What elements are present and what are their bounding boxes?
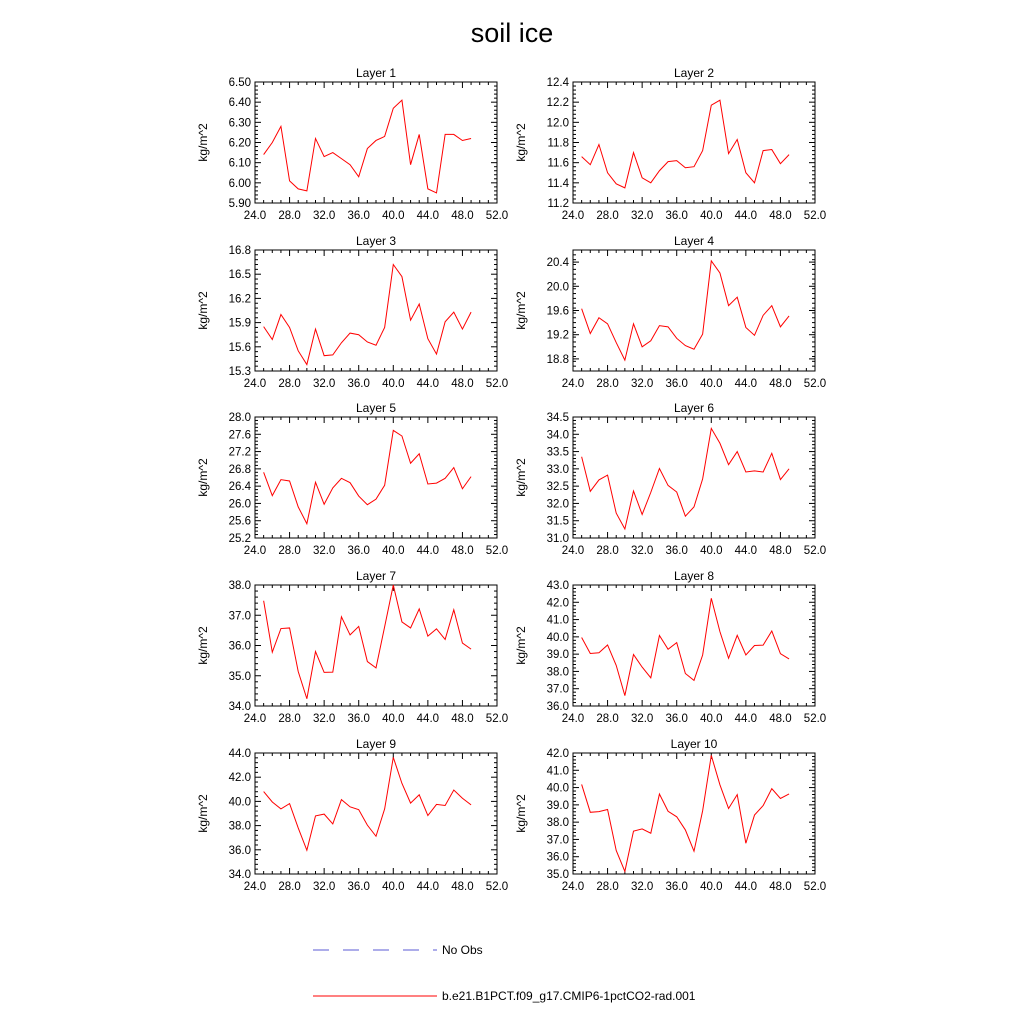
- y-tick-label: 36.0: [228, 844, 251, 857]
- x-tick-label: 44.0: [416, 210, 440, 222]
- y-tick-label: 40.0: [546, 631, 569, 644]
- x-tick-label: 52.0: [803, 713, 827, 725]
- panel-title: Layer 4: [673, 234, 715, 248]
- y-tick-label: 6.30: [228, 117, 251, 130]
- x-tick-label: 32.0: [630, 545, 654, 557]
- x-tick-label: 24.0: [243, 545, 267, 557]
- x-tick-label: 24.0: [561, 545, 585, 557]
- y-tick-label: 40.0: [546, 782, 569, 795]
- x-tick-label: 44.0: [416, 545, 440, 557]
- panel-title: Layer 5: [355, 401, 397, 415]
- x-tick-label: 40.0: [382, 210, 405, 222]
- x-tick-label: 52.0: [803, 545, 827, 557]
- y-tick-label: 42.0: [228, 772, 251, 785]
- legend-series-label: b.e21.B1PCT.f09_g17.CMIP6-1pctCO2-rad.001: [442, 989, 696, 1003]
- x-tick-label: 52.0: [485, 545, 509, 557]
- x-tick-label: 36.0: [347, 881, 370, 893]
- x-tick-label: 28.0: [278, 881, 301, 893]
- x-tick-label: 44.0: [734, 713, 758, 725]
- x-tick-label: 36.0: [347, 545, 370, 557]
- x-tick-label: 28.0: [278, 713, 301, 725]
- x-tick-label: 28.0: [596, 545, 619, 557]
- x-tick-label: 48.0: [769, 545, 792, 557]
- x-tick-label: 24.0: [561, 210, 585, 222]
- y-tick-label: 6.00: [228, 177, 251, 190]
- y-tick-label: 16.8: [228, 245, 251, 257]
- y-axis-label: kg/m^2: [514, 458, 528, 497]
- y-axis-label: kg/m^2: [514, 626, 528, 665]
- y-tick-label: 6.50: [228, 77, 251, 89]
- x-tick-label: 52.0: [803, 378, 827, 390]
- x-tick-label: 52.0: [803, 210, 827, 222]
- y-tick-label: 16.5: [228, 269, 251, 282]
- x-tick-label: 32.0: [312, 378, 336, 390]
- x-tick-label: 36.0: [347, 210, 370, 222]
- x-tick-label: 48.0: [769, 378, 792, 390]
- x-tick-label: 36.0: [347, 713, 370, 725]
- y-tick-label: 25.2: [228, 533, 251, 545]
- x-tick-label: 24.0: [243, 713, 267, 725]
- x-tick-label: 40.0: [382, 378, 405, 390]
- x-tick-label: 24.0: [561, 378, 585, 390]
- x-tick-label: 44.0: [416, 378, 440, 390]
- y-tick-label: 11.8: [547, 137, 569, 150]
- panel-title: Layer 8: [673, 569, 715, 583]
- x-tick-label: 28.0: [596, 378, 619, 390]
- x-tick-label: 40.0: [700, 210, 723, 222]
- x-tick-label: 52.0: [485, 881, 509, 893]
- x-tick-label: 32.0: [630, 881, 654, 893]
- y-tick-label: 41.0: [546, 765, 569, 778]
- y-tick-label: 37.0: [546, 834, 569, 847]
- y-tick-label: 36.0: [228, 640, 251, 653]
- x-tick-label: 40.0: [382, 545, 405, 557]
- x-tick-label: 44.0: [734, 378, 758, 390]
- x-tick-label: 24.0: [243, 378, 267, 390]
- y-tick-label: 32.5: [546, 481, 569, 494]
- y-tick-label: 39.0: [546, 649, 569, 662]
- y-tick-label: 38.0: [546, 817, 569, 830]
- x-tick-label: 40.0: [700, 881, 723, 893]
- y-tick-label: 34.0: [228, 869, 251, 881]
- y-tick-label: 35.0: [228, 670, 251, 683]
- y-tick-label: 36.0: [546, 701, 569, 713]
- figure-title: soil ice: [470, 18, 554, 48]
- y-tick-label: 35.0: [546, 869, 569, 881]
- y-tick-label: 12.2: [546, 97, 569, 110]
- y-tick-label: 31.5: [546, 515, 569, 528]
- y-tick-label: 32.0: [546, 498, 569, 511]
- x-tick-label: 28.0: [278, 378, 301, 390]
- y-tick-label: 39.0: [546, 799, 569, 812]
- x-tick-label: 44.0: [416, 713, 440, 725]
- x-tick-label: 44.0: [734, 210, 758, 222]
- y-tick-label: 6.20: [228, 137, 251, 150]
- x-tick-label: 24.0: [561, 713, 585, 725]
- x-tick-label: 44.0: [416, 881, 440, 893]
- y-tick-label: 40.0: [228, 796, 251, 809]
- y-tick-label: 37.0: [546, 683, 569, 696]
- y-tick-label: 38.0: [546, 666, 569, 679]
- x-tick-label: 24.0: [243, 210, 267, 222]
- x-tick-label: 28.0: [278, 545, 301, 557]
- x-tick-label: 48.0: [769, 713, 792, 725]
- y-tick-label: 5.90: [228, 198, 251, 210]
- x-tick-label: 40.0: [700, 713, 723, 725]
- x-tick-label: 36.0: [347, 378, 370, 390]
- x-tick-label: 52.0: [485, 713, 509, 725]
- x-tick-label: 36.0: [665, 545, 688, 557]
- x-tick-label: 24.0: [243, 881, 267, 893]
- y-tick-label: 37.0: [228, 610, 251, 623]
- x-tick-label: 36.0: [665, 378, 688, 390]
- y-axis-label: kg/m^2: [514, 794, 528, 833]
- y-tick-label: 20.4: [546, 257, 569, 270]
- y-tick-label: 26.8: [228, 463, 251, 476]
- x-tick-label: 40.0: [700, 545, 723, 557]
- y-tick-label: 16.2: [228, 293, 251, 306]
- y-axis-label: kg/m^2: [196, 123, 210, 162]
- x-tick-label: 32.0: [630, 210, 654, 222]
- x-tick-label: 36.0: [665, 713, 688, 725]
- x-tick-label: 28.0: [596, 713, 619, 725]
- y-tick-label: 38.0: [228, 580, 251, 592]
- x-tick-label: 28.0: [278, 210, 301, 222]
- y-tick-label: 44.0: [228, 748, 251, 760]
- y-tick-label: 11.4: [547, 177, 569, 190]
- y-tick-label: 15.3: [228, 366, 251, 378]
- y-tick-label: 12.4: [546, 77, 569, 89]
- y-tick-label: 33.5: [546, 446, 569, 459]
- x-tick-label: 48.0: [769, 881, 792, 893]
- y-axis-label: kg/m^2: [196, 626, 210, 665]
- y-tick-label: 38.0: [228, 820, 251, 833]
- y-tick-label: 26.0: [228, 498, 251, 511]
- x-tick-label: 28.0: [596, 210, 619, 222]
- y-tick-label: 25.6: [228, 515, 251, 528]
- panel-title: Layer 6: [673, 401, 715, 415]
- y-tick-label: 18.8: [546, 353, 569, 366]
- y-tick-label: 11.6: [547, 157, 569, 170]
- y-tick-label: 11.2: [547, 198, 569, 210]
- x-tick-label: 32.0: [630, 713, 654, 725]
- y-tick-label: 31.0: [546, 533, 569, 545]
- y-tick-label: 36.0: [546, 851, 569, 864]
- y-axis-label: kg/m^2: [514, 291, 528, 330]
- y-tick-label: 15.6: [228, 341, 251, 354]
- x-tick-label: 32.0: [312, 545, 336, 557]
- x-tick-label: 48.0: [451, 210, 474, 222]
- panel-title: Layer 2: [673, 66, 715, 80]
- x-tick-label: 44.0: [734, 881, 758, 893]
- x-tick-label: 36.0: [665, 881, 688, 893]
- panel-title: Layer 7: [355, 569, 397, 583]
- panel-title: Layer 1: [355, 66, 397, 80]
- legend-no-obs-label: No Obs: [442, 943, 483, 957]
- y-tick-label: 34.0: [546, 429, 569, 442]
- x-tick-label: 48.0: [451, 713, 474, 725]
- y-tick-label: 43.0: [546, 580, 569, 592]
- y-tick-label: 33.0: [546, 463, 569, 476]
- x-tick-label: 48.0: [451, 545, 474, 557]
- y-tick-label: 27.2: [228, 446, 251, 459]
- panel-title: Layer 10: [670, 737, 718, 751]
- y-tick-label: 42.0: [546, 748, 569, 760]
- y-axis-label: kg/m^2: [196, 291, 210, 330]
- y-tick-label: 20.0: [546, 281, 569, 294]
- x-tick-label: 32.0: [630, 378, 654, 390]
- x-tick-label: 40.0: [382, 713, 405, 725]
- y-tick-label: 34.5: [546, 412, 569, 424]
- x-tick-label: 36.0: [665, 210, 688, 222]
- x-tick-label: 48.0: [451, 881, 474, 893]
- y-tick-label: 41.0: [546, 614, 569, 627]
- y-tick-label: 34.0: [228, 701, 251, 713]
- y-axis-label: kg/m^2: [514, 123, 528, 162]
- y-tick-label: 6.10: [228, 157, 251, 170]
- panel-title: Layer 3: [355, 234, 397, 248]
- x-tick-label: 32.0: [312, 881, 336, 893]
- y-axis-label: kg/m^2: [196, 458, 210, 497]
- x-tick-label: 28.0: [596, 881, 619, 893]
- x-tick-label: 44.0: [734, 545, 758, 557]
- x-tick-label: 52.0: [803, 881, 827, 893]
- y-tick-label: 12.0: [546, 117, 569, 130]
- y-tick-label: 27.6: [228, 429, 251, 442]
- x-tick-label: 48.0: [769, 210, 792, 222]
- y-tick-label: 42.0: [546, 597, 569, 610]
- x-tick-label: 48.0: [451, 378, 474, 390]
- panel-title: Layer 9: [355, 737, 397, 751]
- x-tick-label: 52.0: [485, 210, 509, 222]
- y-tick-label: 19.6: [546, 305, 569, 318]
- x-tick-label: 40.0: [382, 881, 405, 893]
- x-tick-label: 52.0: [485, 378, 509, 390]
- y-tick-label: 26.4: [228, 481, 251, 494]
- y-tick-label: 6.40: [228, 97, 251, 110]
- x-tick-label: 32.0: [312, 713, 336, 725]
- x-tick-label: 32.0: [312, 210, 336, 222]
- x-tick-label: 40.0: [700, 378, 723, 390]
- y-axis-label: kg/m^2: [196, 794, 210, 833]
- y-tick-label: 19.2: [546, 329, 569, 342]
- y-tick-label: 28.0: [228, 412, 251, 424]
- x-tick-label: 24.0: [561, 881, 585, 893]
- y-tick-label: 15.9: [228, 317, 251, 330]
